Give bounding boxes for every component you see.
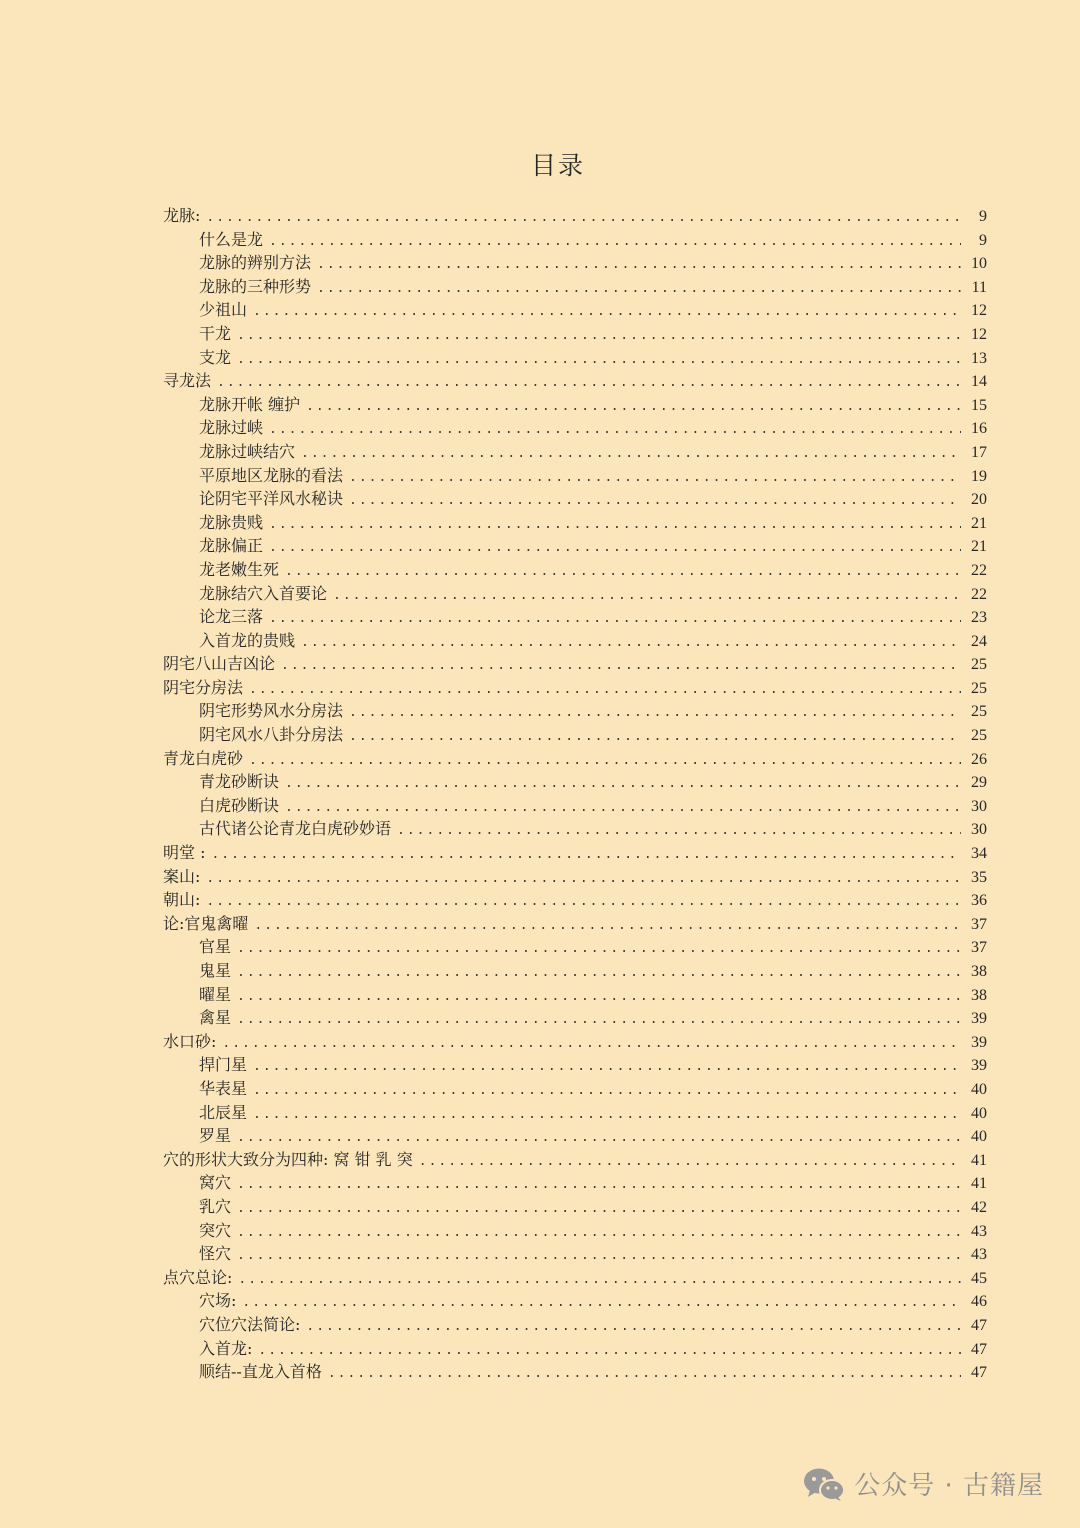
toc-entry[interactable]	[163, 770, 987, 794]
toc-leader-dots	[397, 819, 961, 843]
toc-entry-page-number: 25	[971, 703, 987, 721]
toc-leader-dots	[269, 607, 961, 631]
toc-leader-dots	[269, 230, 961, 254]
toc-entry-label: 龙老嫩生死	[199, 559, 280, 579]
toc-entry-page-number: 41	[971, 1151, 987, 1169]
toc-leader-dots	[301, 631, 961, 655]
toc-entry-label: 禽星	[199, 1008, 232, 1028]
toc-entry-page-number: 47	[971, 1340, 987, 1358]
toc-entry[interactable]	[163, 1313, 987, 1337]
toc-entry-label: 案山:	[163, 866, 201, 886]
toc-leader-dots	[285, 796, 961, 820]
toc-entry[interactable]	[163, 228, 987, 252]
toc-entry[interactable]	[163, 487, 987, 511]
toc-entry-label: 北辰星	[199, 1102, 248, 1122]
toc-entry-label: 穴的形状大致分为四种: 窝 钳 乳 突	[163, 1149, 413, 1169]
toc-entry-label: 龙脉的三种形势	[199, 276, 312, 296]
toc-entry-label: 穴位穴法简论:	[199, 1314, 301, 1334]
toc-entry-label: 曜星	[199, 984, 232, 1004]
toc-leader-dots	[306, 395, 961, 419]
toc-entry[interactable]	[163, 629, 987, 653]
toc-leader-dots	[237, 1244, 961, 1268]
toc-leader-dots	[237, 1197, 961, 1221]
toc-entry[interactable]	[163, 204, 987, 228]
toc-leader-dots	[254, 914, 961, 938]
toc-entry[interactable]	[163, 699, 987, 723]
toc-entry-page-number: 14	[971, 373, 987, 391]
toc-leader-dots	[242, 1291, 961, 1315]
toc-entry[interactable]	[163, 935, 987, 959]
toc-entry-label: 水口砂:	[163, 1031, 217, 1051]
toc-leader-dots	[258, 1339, 961, 1363]
toc-entry[interactable]	[163, 1219, 987, 1243]
toc-entry[interactable]	[163, 1171, 987, 1195]
toc-entry-page-number: 43	[971, 1246, 987, 1264]
toc-entry-label: 官星	[199, 937, 232, 957]
toc-leader-dots	[349, 701, 961, 725]
toc-entry-label: 支龙	[199, 347, 232, 367]
toc-entry-page-number: 11	[971, 278, 987, 296]
watermark-text: 公众号 · 古籍屋	[854, 1471, 1044, 1501]
toc-entry[interactable]	[163, 865, 987, 889]
toc-entry-page-number: 39	[971, 1033, 987, 1051]
toc-leader-dots	[206, 206, 961, 230]
toc-entry-page-number: 43	[971, 1222, 987, 1240]
toc-entry-page-number: 38	[971, 963, 987, 980]
toc-leader-dots	[306, 1315, 961, 1339]
toc-entry[interactable]	[163, 1266, 987, 1290]
toc-leader-dots	[285, 560, 961, 584]
toc-leader-dots	[269, 418, 961, 442]
toc-leader-dots	[301, 442, 961, 466]
toc-entry-page-number: 24	[971, 632, 987, 650]
toc-entry-page-number: 47	[971, 1364, 987, 1382]
toc-entry-page-number: 29	[971, 774, 987, 792]
toc-entry[interactable]	[163, 1195, 987, 1219]
toc-entry-page-number: 39	[971, 1010, 987, 1028]
toc-entry-page-number: 17	[971, 443, 987, 461]
toc-entry-page-number: 30	[971, 821, 987, 839]
toc-entry-label: 平原地区龙脉的看法	[199, 465, 344, 485]
toc-entry-page-number: 21	[971, 514, 987, 532]
toc-entry[interactable]	[163, 983, 987, 1007]
toc-entry-page-number: 26	[971, 750, 987, 768]
toc-entry-label: 干龙	[199, 323, 232, 343]
toc-entry[interactable]	[163, 322, 987, 346]
toc-entry[interactable]	[163, 534, 987, 558]
toc-leader-dots	[237, 1173, 961, 1197]
toc-entry-label: 少祖山	[199, 300, 248, 320]
toc-entry-page-number: 21	[971, 538, 987, 556]
toc-entry-label: 青龙白虎砂	[163, 748, 244, 768]
toc-leader-dots	[317, 277, 961, 301]
toc-entry[interactable]	[163, 747, 987, 771]
toc-entry-page-number: 19	[971, 467, 987, 485]
toc-entry-label: 龙脉偏正	[199, 536, 264, 556]
toc-entry[interactable]	[163, 652, 987, 676]
toc-entry-label: 窝穴	[199, 1173, 232, 1193]
toc-leader-dots	[249, 678, 961, 702]
toc-entry-page-number: 40	[971, 1104, 987, 1122]
toc-entry-label: 阴宅风水八卦分房法	[199, 725, 344, 745]
toc-entry[interactable]	[163, 251, 987, 275]
toc-entry-page-number: 12	[971, 302, 987, 320]
toc-entry-page-number: 42	[971, 1198, 987, 1216]
page-title: 目录	[530, 151, 585, 180]
toc-leader-dots	[237, 985, 961, 1009]
toc-leader-dots	[237, 1221, 961, 1245]
toc-leader-dots	[328, 1362, 961, 1386]
toc-entry-page-number: 16	[971, 420, 987, 438]
toc-entry-page-number: 40	[971, 1080, 987, 1098]
toc-entry-page-number: 10	[971, 255, 987, 273]
toc-entry-label: 龙脉过峡结穴	[199, 441, 296, 461]
toc-entry-page-number: 9	[979, 231, 987, 249]
toc-entry-page-number: 47	[971, 1316, 987, 1334]
toc-entry-page-number: 46	[971, 1293, 987, 1311]
toc-entry-page-number: 20	[971, 491, 987, 509]
toc-entry-label: 龙脉开帐 缠护	[199, 394, 301, 414]
toc-entry-label: 穴场:	[199, 1291, 237, 1311]
toc-entry-page-number: 13	[971, 349, 987, 367]
toc-leader-dots	[349, 466, 961, 490]
toc-entry[interactable]	[163, 582, 987, 606]
toc-entry[interactable]	[163, 298, 987, 322]
toc-entry-label: 顺结--直龙入首格	[199, 1362, 322, 1382]
toc-leader-dots	[206, 890, 961, 914]
toc-entry-label: 罗星	[199, 1126, 232, 1146]
toc-entry-label: 突穴	[199, 1220, 232, 1240]
toc-leader-dots	[238, 1268, 961, 1292]
toc-entry[interactable]	[163, 1360, 987, 1384]
toc-entry-page-number: 23	[971, 609, 987, 627]
toc-entry-label: 寻龙法	[163, 371, 212, 391]
toc-leader-dots	[253, 1055, 961, 1079]
watermark	[802, 1465, 1044, 1502]
toc-entry-page-number: 22	[971, 561, 987, 579]
toc-entry[interactable]	[163, 558, 987, 582]
toc-entry[interactable]	[163, 346, 987, 370]
toc-entry-label: 乳穴	[199, 1196, 232, 1216]
toc-entry-page-number: 45	[971, 1269, 987, 1287]
toc-entry-page-number: 25	[971, 656, 987, 674]
toc-entry-page-number: 25	[971, 679, 987, 697]
toc-leader-dots	[269, 536, 961, 560]
toc-entry-label: 明堂 :	[163, 843, 206, 863]
toc-entry[interactable]	[163, 1077, 987, 1101]
toc-entry-page-number: 12	[971, 325, 987, 343]
toc-entry-label: 鬼星	[199, 961, 232, 980]
toc-entry-page-number: 37	[971, 939, 987, 957]
toc-leader-dots	[237, 348, 961, 372]
toc-entry-label: 古代诸公论青龙白虎砂妙语	[199, 819, 392, 839]
toc-leader-dots	[249, 749, 961, 773]
toc-leader-dots	[333, 584, 961, 608]
toc-leader-dots	[317, 253, 961, 277]
toc-entry-page-number: 41	[971, 1175, 987, 1193]
toc-entry-page-number: 15	[971, 396, 987, 414]
toc-entry-label: 捍门星	[199, 1055, 248, 1075]
toc-entry[interactable]	[163, 817, 987, 841]
toc-entry[interactable]	[163, 1337, 987, 1361]
toc-entry[interactable]	[163, 841, 987, 865]
toc-leader-dots	[419, 1150, 961, 1174]
toc-leader-dots	[206, 867, 961, 891]
toc-entry-label: 阴宅形势风水分房法	[199, 701, 344, 721]
wechat-icon	[802, 1466, 846, 1502]
table-of-contents	[163, 204, 987, 1384]
toc-entry-page-number: 39	[971, 1057, 987, 1075]
toc-entry[interactable]	[163, 676, 987, 700]
toc-entry-label: 入首龙:	[199, 1338, 253, 1358]
toc-entry-page-number: 34	[971, 845, 987, 863]
toc-entry-label: 白虎砂断诀	[199, 795, 280, 815]
toc-entry-page-number: 40	[971, 1128, 987, 1146]
toc-entry-label: 什么是龙	[199, 229, 264, 249]
toc-entry-label: 论龙三落	[199, 607, 264, 627]
toc-entry-page-number: 30	[971, 797, 987, 815]
toc-leader-dots	[253, 300, 961, 324]
toc-leader-dots	[349, 489, 961, 513]
toc-entry[interactable]	[163, 440, 987, 464]
toc-entry-label: 点穴总论:	[163, 1267, 233, 1287]
toc-entry[interactable]	[163, 1006, 987, 1030]
toc-entry-label: 龙脉:	[163, 206, 201, 225]
toc-entry-label: 阴宅分房法	[163, 677, 244, 697]
toc-leader-dots	[281, 654, 961, 678]
toc-entry[interactable]	[163, 794, 987, 818]
toc-entry-page-number: 25	[971, 727, 987, 745]
toc-entry-page-number: 22	[971, 585, 987, 603]
toc-leader-dots	[237, 961, 961, 985]
toc-entry[interactable]	[163, 1242, 987, 1266]
toc-entry-label: 华表星	[199, 1078, 248, 1098]
toc-entry[interactable]	[163, 1030, 987, 1054]
toc-leader-dots	[253, 1103, 961, 1127]
toc-entry-page-number: 35	[971, 868, 987, 886]
toc-entry[interactable]	[163, 1053, 987, 1077]
toc-entry-page-number: 9	[979, 208, 987, 225]
toc-leader-dots	[269, 513, 961, 537]
toc-entry-label: 龙脉过峡	[199, 418, 264, 438]
toc-entry[interactable]	[163, 369, 987, 393]
toc-leader-dots	[237, 937, 961, 961]
toc-entry-page-number: 38	[971, 986, 987, 1004]
toc-leader-dots	[349, 725, 961, 749]
toc-entry[interactable]	[163, 1101, 987, 1125]
toc-entry-label: 龙脉贵贱	[199, 512, 264, 532]
toc-leader-dots	[253, 1079, 961, 1103]
toc-entry-label: 论:官鬼禽曜	[163, 913, 249, 933]
toc-entry[interactable]	[163, 959, 987, 983]
toc-leader-dots	[211, 843, 961, 867]
toc-leader-dots	[237, 324, 961, 348]
toc-entry-label: 龙脉的辨别方法	[199, 253, 312, 273]
toc-entry[interactable]	[163, 464, 987, 488]
toc-leader-dots	[222, 1032, 961, 1056]
toc-entry[interactable]	[163, 1124, 987, 1148]
toc-entry-label: 龙脉结穴入首要论	[199, 583, 328, 603]
toc-entry[interactable]	[163, 723, 987, 747]
toc-entry[interactable]	[163, 416, 987, 440]
toc-entry[interactable]	[163, 1148, 987, 1172]
toc-leader-dots	[217, 371, 961, 395]
toc-entry-label: 朝山:	[163, 890, 201, 910]
toc-entry[interactable]	[163, 1289, 987, 1313]
toc-entry-page-number: 36	[971, 892, 987, 910]
toc-entry-page-number: 37	[971, 915, 987, 933]
toc-entry[interactable]	[163, 275, 987, 299]
toc-leader-dots	[237, 1008, 961, 1032]
toc-entry[interactable]	[163, 393, 987, 417]
toc-leader-dots	[237, 1126, 961, 1150]
toc-entry[interactable]	[163, 912, 987, 936]
toc-entry-label: 怪穴	[199, 1244, 232, 1264]
toc-leader-dots	[285, 772, 961, 796]
toc-entry-label: 论阴宅平洋风水秘诀	[199, 489, 344, 509]
toc-entry-label: 青龙砂断诀	[199, 772, 280, 792]
toc-entry-label: 阴宅八山吉凶论	[163, 654, 276, 674]
toc-entry[interactable]	[163, 888, 987, 912]
toc-entry[interactable]	[163, 605, 987, 629]
toc-entry[interactable]	[163, 511, 987, 535]
toc-entry-label: 入首龙的贵贱	[199, 630, 296, 650]
